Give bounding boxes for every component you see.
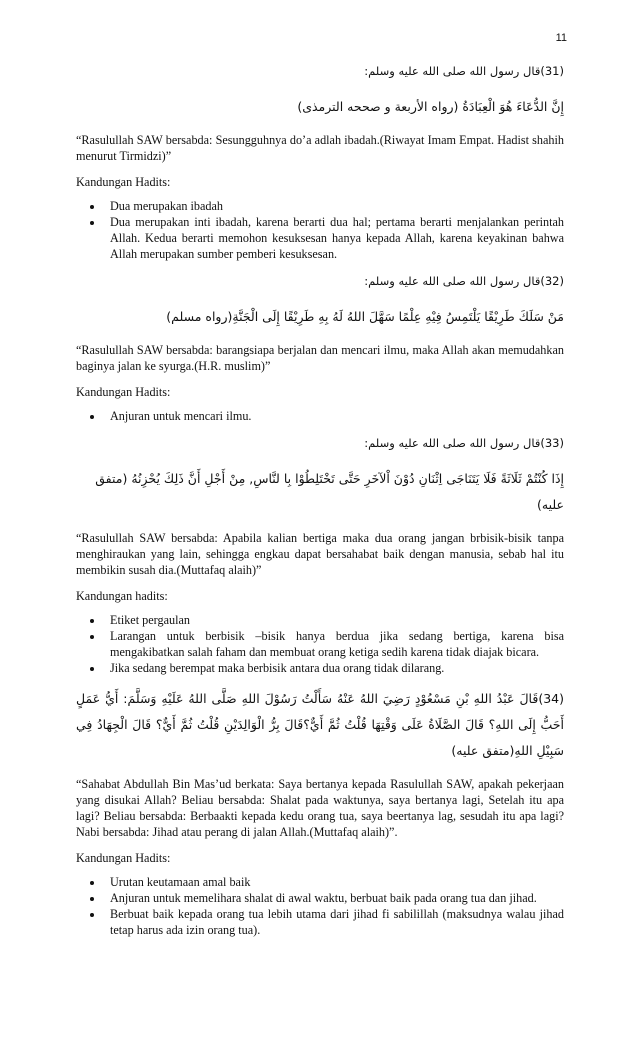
- hadith-32: [76, 272, 564, 424]
- kandungan-label: Kandungan hadits:: [76, 589, 168, 603]
- hadith-intro: (32)قال رسول الله صلى الله عليه وسلم:: [364, 274, 564, 288]
- kandungan-label: Kandungan Hadits:: [76, 851, 171, 865]
- kandungan-list: [76, 874, 564, 938]
- hadith-translation: “Rasulullah SAW bersabda: Sesungguhnya do’a adlah ibadah.(Riwayat Imam Empat. Hadist shahih menurut Tirmidzi)”: [76, 133, 564, 163]
- hadith-translation: “Sahabat Abdullah Bin Mas’ud berkata: Saya bertanya kepada Rasulullah SAW, apakah pekerjaan yang disukai Allah? Beliau bersabda: Shalat pada waktunya, saya bertanya lagi, Setelah itu apa lagi? Beliau bersabda: Berbaakti kepada kedu orang tua, saya beertanya lag, sesudah itu apa lagi? Nabi bersabda: Jihad atau perang di jalan Allah.(Muttafaq alaih)”.: [76, 777, 564, 839]
- hadith-arabic-text: إِذَا كُنْتُمْ ثَلَاثَةً فَلَا يَتَنَاجَى اِثْنَانِ دُوْنَ اْلآخَرِ حَتَّى تَخْتَلِطُوْا بِا لنَّاسِ, مِنْ أَجْلِ أَنَّ ذَلِكَ يُحْزِنُهُ (متفق عليه): [95, 471, 564, 512]
- page-content: [76, 62, 564, 948]
- kandungan-point: • Dua merupakan ibadah: [104, 198, 564, 214]
- hadith-arabic-text: مَنْ سَلَكَ طَرِيْقًا يَلْتَمِسُ فِيْهِ عِلْمًا سَهَّلَ اللهُ لَهُ بِهِ طَرِيْقًا إِلَى الْجَنَّةِ(رواه مسلم): [166, 309, 564, 324]
- kandungan-point: • Anjuran untuk memelihara shalat di awal waktu, berbuat baik pada orang tua dan jihad.: [104, 890, 564, 906]
- hadith-intro: (31)قال رسول الله صلى الله عليه وسلم:: [364, 64, 564, 78]
- page-number: 11: [555, 32, 567, 44]
- kandungan-list: [76, 408, 564, 424]
- kandungan-point: • Anjuran untuk mencari ilmu.: [104, 408, 564, 424]
- kandungan-list: [76, 198, 564, 262]
- kandungan-list: [76, 612, 564, 676]
- hadith-34: [76, 686, 564, 938]
- kandungan-point: • Larangan untuk berbisik –bisik hanya berdua jika sedang bertiga, karena bisa mengakibatkan salah faham dan membuat orang ketiga sedih karena tidak diajak bicara.: [104, 628, 564, 660]
- hadith-intro: (33)قال رسول الله صلى الله عليه وسلم:: [364, 436, 564, 450]
- hadith-translation: “Rasulullah SAW bersabda: barangsiapa berjalan dan mencari ilmu, maka Allah akan memudahkan baginya jalan ke syurga.(H.R. muslim)”: [76, 343, 564, 373]
- hadith-31: [76, 62, 564, 262]
- hadith-arabic-text: إِنَّ الدُّعَاءَ هُوَ الْعِبَادَةُ (رواه الأربعة و صححه الترمذى): [297, 99, 564, 114]
- hadith-translation: “Rasulullah SAW bersabda: Apabila kalian bertiga maka dua orang jangan brbisik-bisik tanpa menghiraukan yang lain, sehingga engkau dapat bersahabat baik dengan manusia, sebab hal itu membikin susah dia.(Muttafaq alaih)”: [76, 531, 564, 577]
- kandungan-point: • Urutan keutamaan amal baik: [104, 874, 564, 890]
- hadith-arabic-text: (34)قَالَ عَبْدُ اللهِ بْنِ مَسْعُوْدٍ رَضِيَ اللهُ عَنْهُ سَأَلْتُ رَسُوْلَ اللهِ صَلَّى اللهُ عَلَيْهِ وَسَلَّمَ: أَيُّ عَمَلٍ أَحَبُّ إِلَى اللهِ؟ قَالَ الصَّلَاةُ عَلَى وَقْتِهَا قُلْتُ ثُمَّ أَيٌّ؟قَالَ بِرُّ الْوَالِدَيْنِ قُلْتُ ثُمَّ أَيٌّ؟ قَالَ الْجِهَادُ فِي سَبِيْلِ اللهِ(متفق عليه): [76, 691, 564, 758]
- kandungan-label: Kandungan Hadits:: [76, 175, 171, 189]
- hadith-33: [76, 434, 564, 676]
- kandungan-point: • Dua merupakan inti ibadah, karena berarti dua hal; pertama berarti menjalankan perintah Allah. Kedua berarti memohon kesuksesan hanya kepada Allah, karena keyakinan bahwa Allah merupakan sumber pemberi kesuksesan.: [104, 214, 564, 262]
- kandungan-point: • Berbuat baik kepada orang tua lebih utama dari jihad fi sabilillah (maksudnya walau jihad tetap harus ada izin orang tua).: [104, 906, 564, 938]
- kandungan-point: • Jika sedang berempat maka berbisik antara dua orang tidak dilarang.: [104, 660, 564, 676]
- kandungan-point: • Etiket pergaulan: [104, 612, 564, 628]
- kandungan-label: Kandungan Hadits:: [76, 385, 171, 399]
